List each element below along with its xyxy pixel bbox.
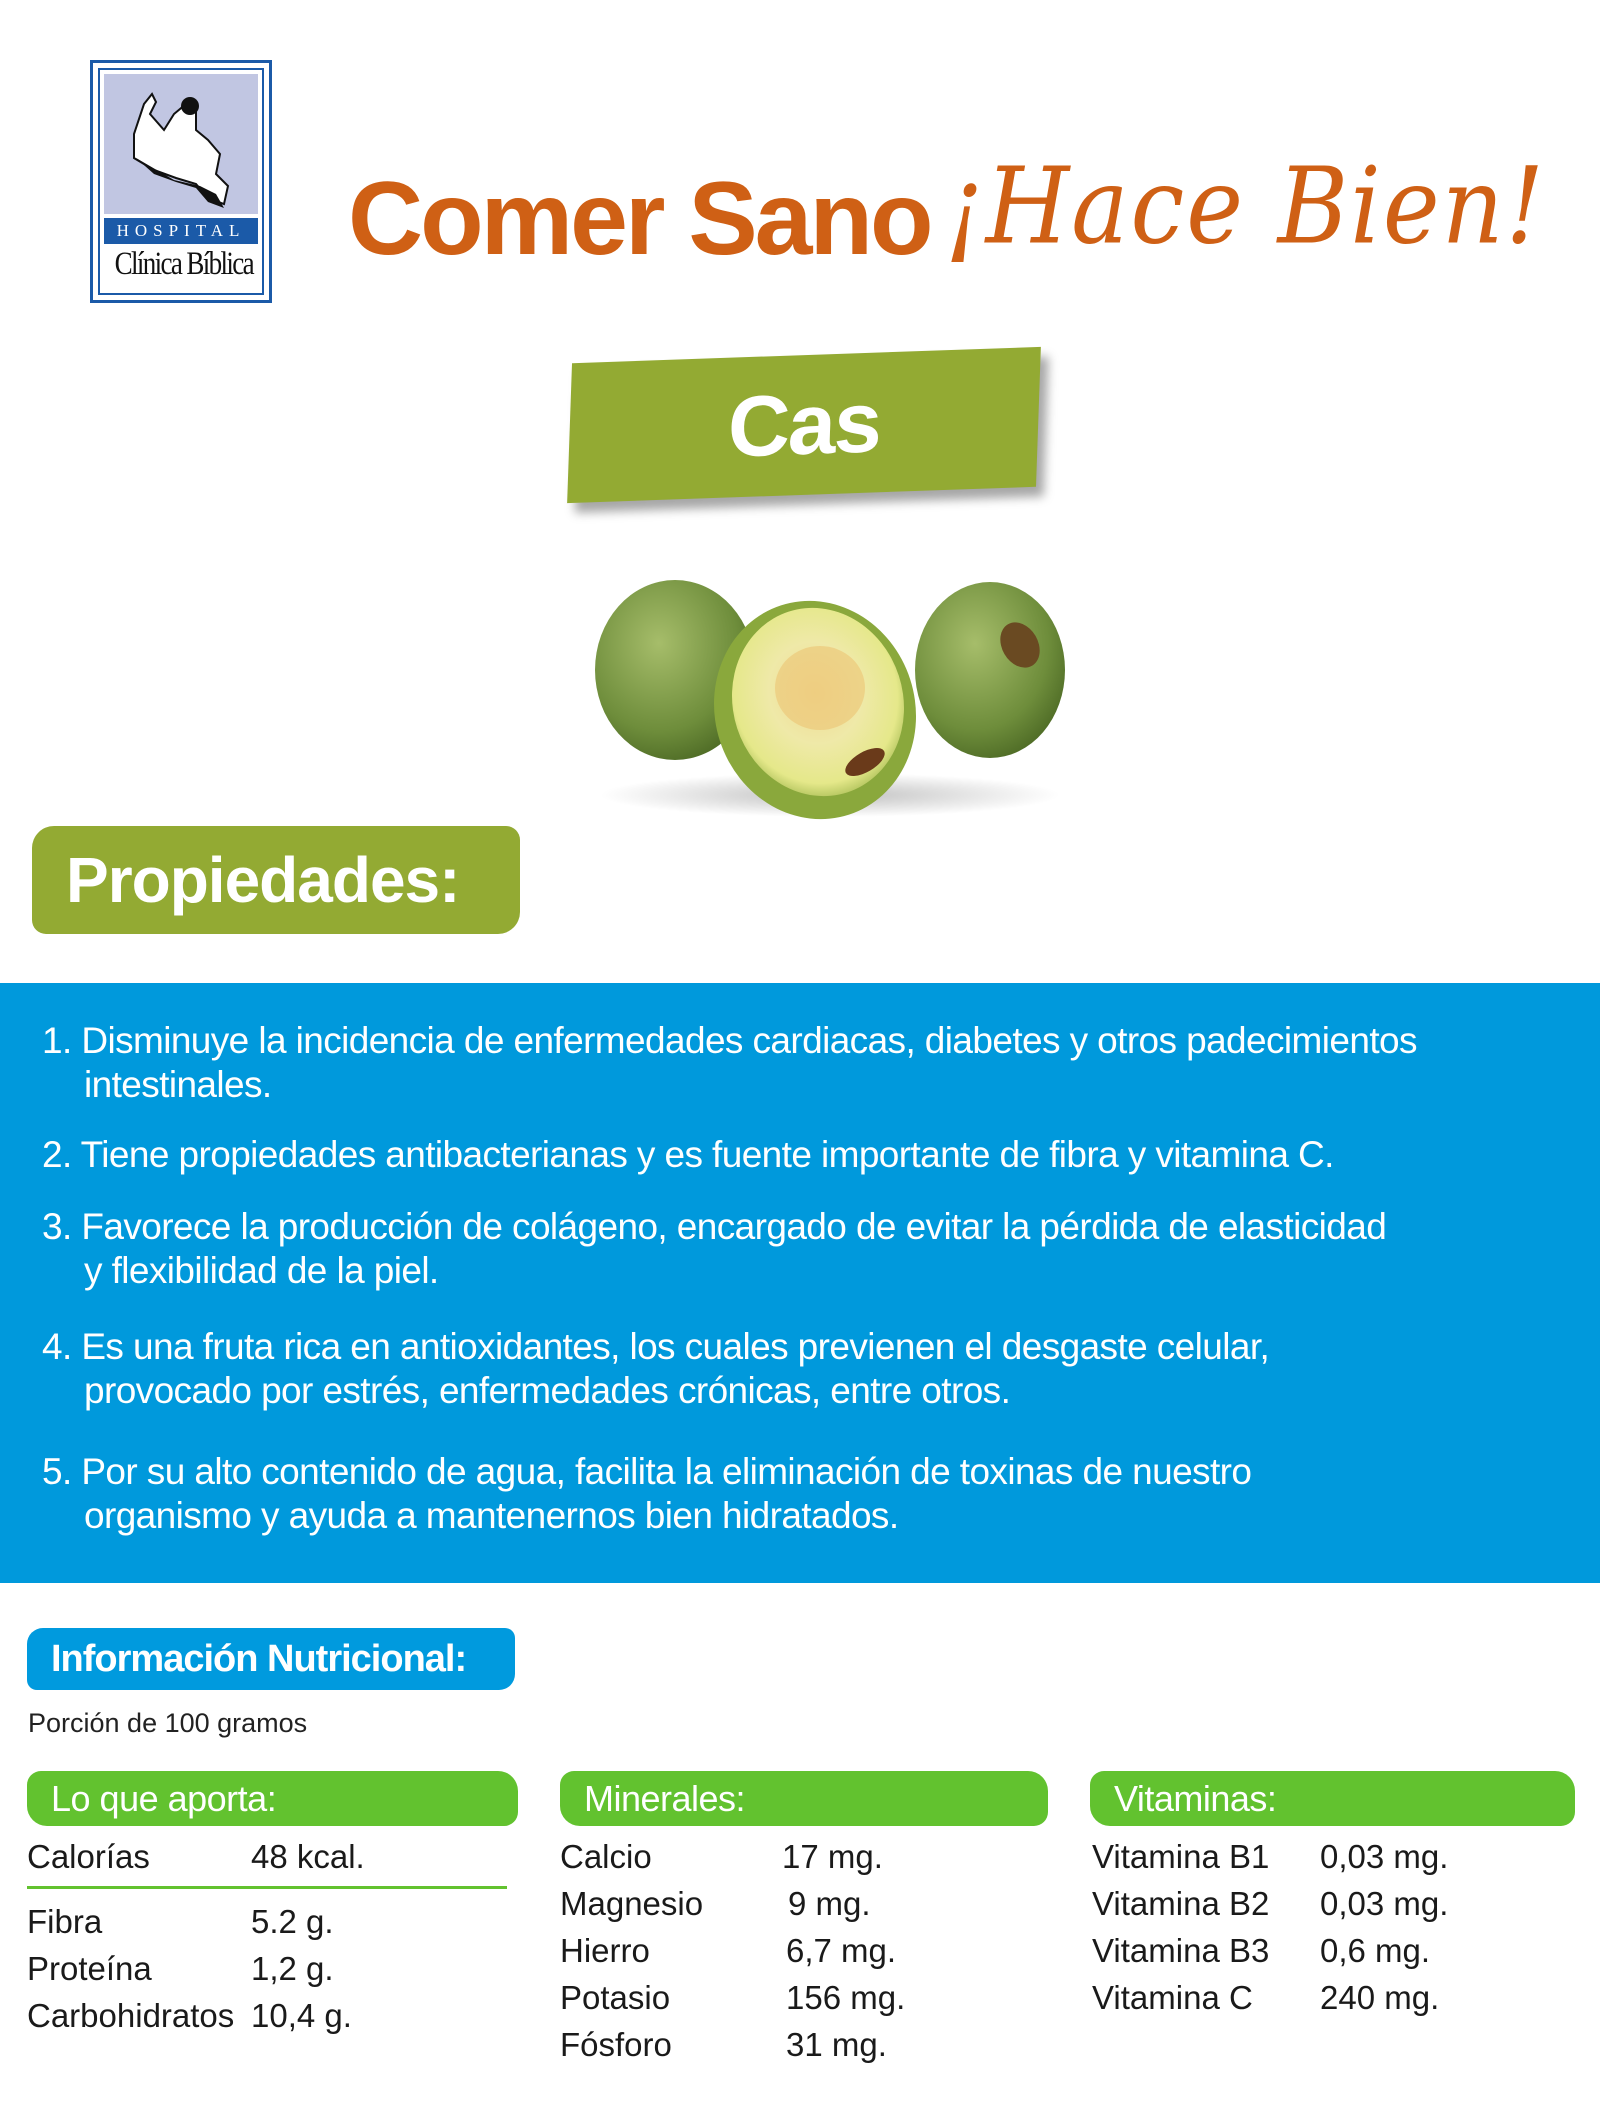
property-line: y flexibilidad de la piel.	[84, 1250, 439, 1291]
property-item	[42, 1019, 1417, 1107]
nutrition-heading: Información Nutricional:	[27, 1628, 515, 1690]
property-line: 4. Es una fruta rica en antioxidantes, los cuales previenen el desgaste celular,	[42, 1326, 1270, 1367]
portion-size: Porción de 100 gramos	[28, 1708, 308, 1738]
vitamin-label: Vitamina B2	[1092, 1885, 1270, 1922]
mineral-row	[560, 1885, 871, 1923]
mineral-label: Calcio	[560, 1838, 652, 1875]
property-line: organismo y ayuda a mantenernos bien hidratados.	[84, 1495, 899, 1536]
hospital-logo	[90, 60, 272, 303]
vitamin-row	[1092, 1979, 1440, 2017]
logo-name-text: Clínica Bíblica	[114, 246, 254, 282]
aporta-header: Lo que aporta:	[27, 1771, 518, 1826]
nutrient-label: Proteína	[27, 1950, 152, 1987]
property-line: 1. Disminuye la incidencia de enfermedades cardiacas, diabetes y otros padecimientos	[42, 1020, 1417, 1061]
nutrient-row	[27, 1903, 334, 1941]
nutrient-row	[27, 1950, 334, 1988]
mineral-row	[560, 1838, 883, 1876]
minerals-header: Minerales:	[560, 1771, 1048, 1826]
nutrient-row	[27, 1838, 365, 1876]
property-item	[42, 1325, 1269, 1413]
nutrient-value: 1,2 g.	[251, 1950, 334, 1987]
cas-fruit-image	[580, 540, 1080, 820]
vitamin-label: Vitamina B3	[1092, 1932, 1270, 1969]
mineral-value: 9 mg.	[788, 1885, 871, 1922]
logo-hospital-text: HOSPITAL	[104, 218, 258, 244]
property-line: 3. Favorece la producción de colágeno, encargado de evitar la pérdida de elasticidad	[42, 1206, 1387, 1247]
mineral-label: Hierro	[560, 1932, 650, 1969]
property-line: provocado por estrés, enfermedades crónicas, entre otros.	[84, 1370, 1011, 1411]
vitamin-value: 240 mg.	[1320, 1979, 1440, 2016]
properties-list-section	[0, 983, 1600, 1583]
mineral-label: Magnesio	[560, 1885, 704, 1922]
vitamin-label: Vitamina C	[1092, 1979, 1253, 2016]
mineral-label: Potasio	[560, 1979, 671, 2016]
fruit-name-banner	[567, 347, 1041, 503]
nutrient-label: Calorías	[27, 1838, 150, 1875]
nurse-illustration-icon	[104, 74, 258, 214]
mineral-row	[560, 1979, 906, 2017]
fruit-name: Cas	[726, 373, 882, 476]
mineral-value: 31 mg.	[786, 2026, 887, 2063]
mineral-label: Fósforo	[560, 2026, 672, 2063]
property-item	[42, 1133, 1334, 1177]
mineral-row	[560, 1932, 897, 1970]
vitamin-value: 0,03 mg.	[1320, 1838, 1449, 1875]
mineral-row	[560, 2026, 887, 2064]
nutrient-value: 48 kcal.	[251, 1838, 365, 1875]
property-line: 2. Tiene propiedades antibacterianas y es fuente importante de fibra y vitamina C.	[42, 1134, 1334, 1175]
calories-divider	[27, 1886, 507, 1889]
mineral-value: 156 mg.	[786, 1979, 906, 2016]
title-comer-sano: Comer Sano	[348, 161, 931, 277]
title-hace-bien: ¡Hace Bien!	[945, 144, 1547, 268]
vitamin-row	[1092, 1932, 1431, 1970]
vitamins-header: Vitaminas:	[1090, 1771, 1575, 1826]
nutrient-value: 10,4 g.	[251, 1997, 352, 2034]
property-item	[42, 1450, 1251, 1538]
vitamin-value: 0,6 mg.	[1320, 1932, 1431, 1969]
properties-heading-banner	[32, 826, 520, 934]
vitamin-value: 0,03 mg.	[1320, 1885, 1449, 1922]
mineral-value: 6,7 mg.	[786, 1932, 897, 1969]
vitamin-label: Vitamina B1	[1092, 1838, 1270, 1875]
vitamin-row	[1092, 1885, 1449, 1923]
property-item	[42, 1205, 1386, 1293]
nutrient-label: Carbohidratos	[27, 1997, 235, 2034]
vitamin-row	[1092, 1838, 1449, 1876]
nutrient-value: 5.2 g.	[251, 1903, 334, 1940]
properties-heading: Propiedades:	[66, 844, 460, 916]
property-line: intestinales.	[84, 1064, 272, 1105]
nutrient-label: Fibra	[27, 1903, 103, 1940]
mineral-value: 17 mg.	[782, 1838, 883, 1875]
nutrient-row	[27, 1997, 352, 2035]
property-line: 5. Por su alto contenido de agua, facilita la eliminación de toxinas de nuestro	[42, 1451, 1252, 1492]
